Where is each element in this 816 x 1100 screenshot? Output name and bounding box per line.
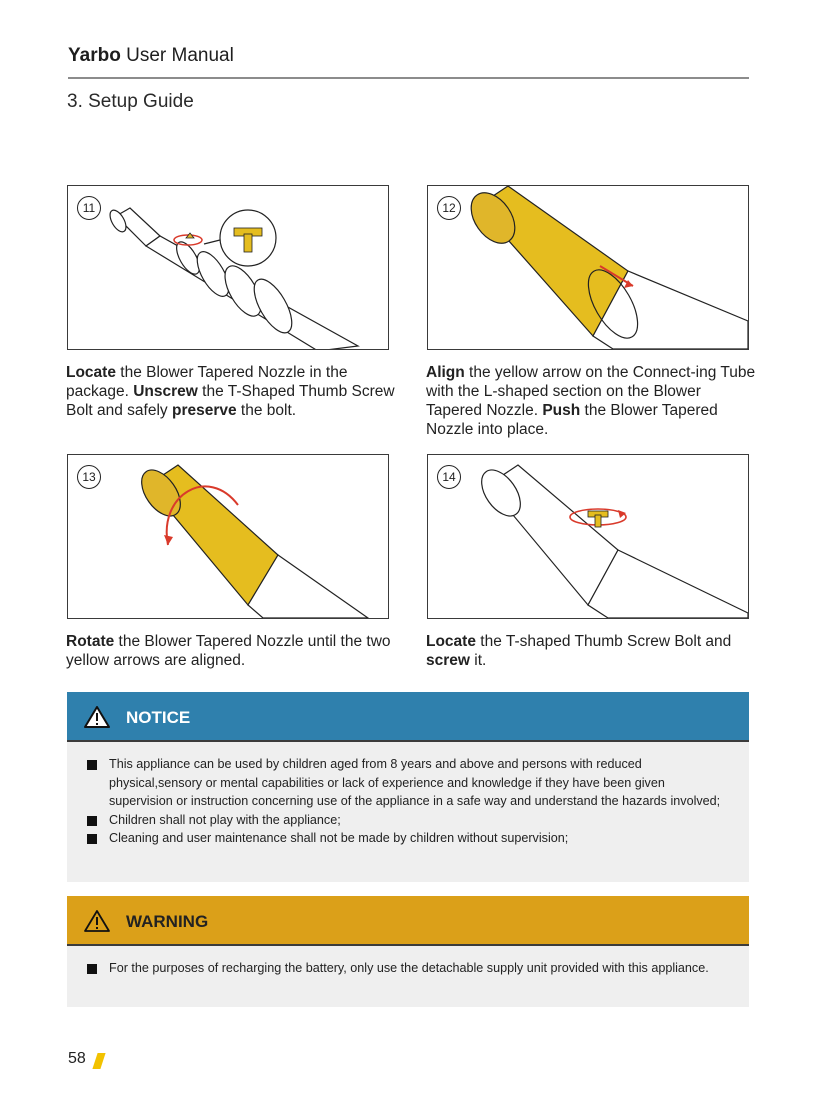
caption-emphasis: Unscrew (133, 383, 198, 400)
caption-text: the Blower Tapered Nozzle in the package. (66, 364, 348, 400)
step-12-illustration (427, 185, 749, 350)
warning-header (67, 896, 749, 946)
notice-box (67, 692, 749, 882)
nozzle-unscrew-illustration (68, 186, 388, 349)
step-number-badge: 13 (77, 465, 101, 489)
caption-emphasis: screw (426, 652, 470, 669)
list-item: Cleaning and user maintenance shall not be made by children without supervision; (109, 829, 729, 848)
caption-emphasis: Locate (426, 633, 476, 650)
step-number-badge: 12 (437, 196, 461, 220)
warning-triangle-icon (83, 705, 111, 729)
page-number: 58 (68, 1050, 86, 1067)
caption-text: the T-Shaped Thumb Screw Bolt and safely (66, 383, 395, 419)
page-accent-mark (92, 1053, 105, 1069)
nozzle-rotate-illustration (68, 455, 388, 618)
step-11-illustration (67, 185, 389, 350)
caption-text: the Blower Tapered Nozzle into place. (426, 402, 718, 438)
page-header (68, 44, 748, 68)
step-12-caption (426, 363, 756, 439)
step-number-badge: 14 (437, 465, 461, 489)
caption-emphasis: Rotate (66, 633, 115, 650)
warning-label: WARNING (126, 912, 209, 931)
caption-text: the T-shaped Thumb Screw Bolt and (475, 633, 732, 650)
list-item: Children shall not play with the appliance; (109, 811, 729, 830)
step-number-badge: 11 (77, 196, 101, 220)
step-13-caption (66, 632, 396, 670)
step-14-illustration (427, 454, 749, 619)
manual-title-text: User Manual (126, 45, 234, 66)
step-14-caption (426, 632, 756, 670)
warning-box (67, 896, 749, 1007)
nozzle-align-illustration (428, 186, 748, 349)
notice-list (67, 742, 749, 858)
caption-text: the Blower Tapered Nozzle until the two yellow arrows are aligned. (66, 633, 391, 669)
caption-text: the yellow arrow on the Connect-ing Tube with the L-shaped section on the Blower Tapered Nozzle. (426, 364, 756, 419)
manual-title (68, 44, 748, 68)
notice-label: NOTICE (126, 708, 191, 727)
caption-text: the bolt. (236, 402, 297, 419)
caption-emphasis: Push (542, 402, 581, 419)
nozzle-screw-illustration (428, 455, 748, 618)
warning-triangle-icon (83, 909, 111, 933)
header-divider (68, 77, 749, 79)
list-item: This appliance can be used by children aged from 8 years and above and persons with reduced physical,sensory or mental capabilities or lack of experience and knowledge if they have been given supervision or instruction concerning use of the appliance in a safe way and understand the hazards involved; (109, 755, 729, 811)
step-13-illustration (67, 454, 389, 619)
warning-list (67, 946, 749, 988)
caption-emphasis: Align (426, 364, 465, 381)
caption-text: it. (469, 652, 487, 669)
brand-name: Yarbo (68, 45, 121, 66)
caption-emphasis: Locate (66, 364, 116, 381)
step-11-caption (66, 363, 396, 420)
section-title: 3. Setup Guide (67, 91, 194, 112)
notice-header (67, 692, 749, 742)
list-item: For the purposes of recharging the battery, only use the detachable supply unit provided with this appliance. (109, 959, 729, 978)
caption-emphasis: preserve (171, 402, 237, 419)
